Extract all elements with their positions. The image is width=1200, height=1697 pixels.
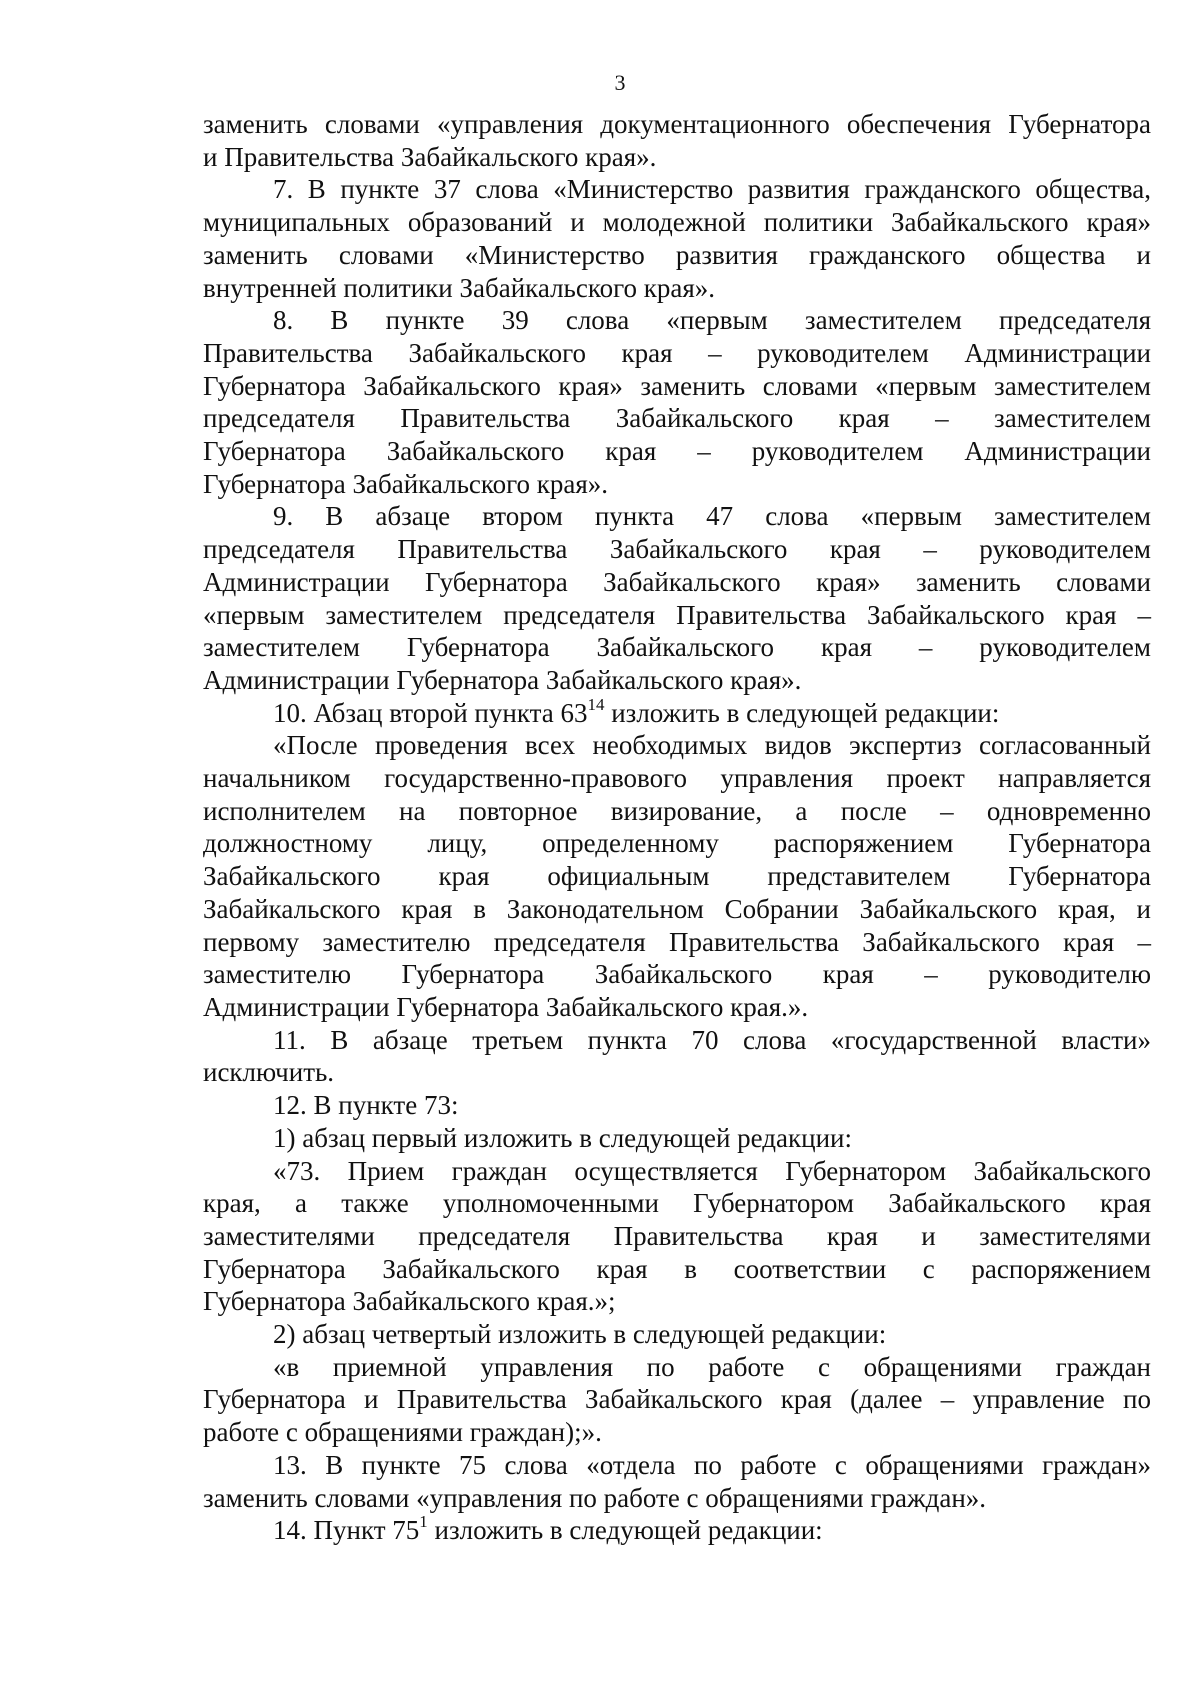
text-line: Губернатора Забайкальского края».	[203, 468, 609, 499]
text-line: Губернатора Забайкальского края в соответствии с распоряжением	[203, 1253, 1151, 1284]
text-line: 7. В пункте 37 слова «Министерство развития гражданского общества,	[273, 174, 1151, 205]
text-line: исполнителем на повторное визирование, а после – одновременно	[203, 795, 1151, 826]
text-fragment: изложить в следующей редакции:	[427, 1515, 823, 1546]
page-number: 3	[614, 70, 626, 95]
text-line: Губернатора Забайкальского края – руководителем Администрации	[203, 436, 1151, 467]
superscript: 14	[587, 694, 605, 714]
text-line: 9. В абзаце втором пункта 47 слова «первым заместителем	[273, 501, 1151, 532]
text-line: «После проведения всех необходимых видов экспертиз согласованный	[273, 730, 1151, 761]
text-line	[203, 1514, 1151, 1547]
text-line: «первым заместителем председателя Правительства Забайкальского края –	[203, 599, 1151, 630]
document-body	[203, 108, 1151, 1547]
paragraph-continuation	[203, 108, 1151, 173]
text-line: заместителем Губернатора Забайкальского края – руководителем	[203, 632, 1151, 663]
text-line: Администрации Губернатора Забайкальского края».	[203, 664, 802, 695]
text-line: заместителями председателя Правительства края и заместителями	[203, 1220, 1151, 1251]
text-line: заменить словами «Министерство развития гражданского общества и	[203, 239, 1151, 270]
text-line: края, а также уполномоченными Губернатором Забайкальского края	[203, 1188, 1151, 1219]
text-line: 12. В пункте 73:	[273, 1090, 459, 1121]
paragraph-quote-73	[203, 1155, 1151, 1319]
text-line: 2) абзац четвертый изложить в следующей редакции:	[273, 1319, 887, 1350]
text-line: Забайкальского края в Законодательном Собрании Забайкальского края, и	[203, 893, 1151, 924]
text-line: заместителю Губернатора Забайкальского края – руководителю	[203, 959, 1151, 990]
text-line: Губернатора Забайкальского края.»;	[203, 1286, 616, 1317]
text-line: 11. В абзаце третьем пункта 70 слова «государственной власти»	[273, 1024, 1151, 1055]
superscript: 1	[419, 1512, 428, 1532]
paragraph-subitem-1	[203, 1122, 1151, 1155]
text-line: начальником государственно-правового управления проект направляется	[203, 763, 1151, 794]
text-line: внутренней политики Забайкальского края».	[203, 272, 716, 303]
paragraph-item-9	[203, 500, 1151, 696]
text-fragment: изложить в следующей редакции:	[604, 697, 1000, 728]
text-fragment: 14. Пункт 75	[273, 1515, 420, 1546]
paragraph-quote-63	[203, 729, 1151, 1023]
paragraph-item-7	[203, 173, 1151, 304]
text-line: муниципальных образований и молодежной политики Забайкальского края»	[203, 207, 1151, 238]
text-line: Забайкальского края официальным представителем Губернатора	[203, 861, 1151, 892]
text-fragment: 10. Абзац второй пункта 63	[273, 697, 588, 728]
text-line: Губернатора и Правительства Забайкальского края (далее – управление по	[203, 1384, 1151, 1415]
text-line: работе с обращениями граждан);».	[203, 1417, 602, 1448]
text-line: первому заместителю председателя Правительства Забайкальского края –	[203, 926, 1151, 957]
text-line: заменить словами «управления документационного обеспечения Губернатора	[203, 109, 1151, 139]
text-line: заменить словами «управления по работе с обращениями граждан».	[203, 1482, 987, 1513]
paragraph-subitem-2	[203, 1318, 1151, 1351]
paragraph-item-13	[203, 1449, 1151, 1514]
text-line: Администрации Губернатора Забайкальского края.».	[203, 991, 809, 1022]
text-line: председателя Правительства Забайкальского края – руководителем	[203, 534, 1151, 565]
paragraph-item-12	[203, 1089, 1151, 1122]
text-line: «73. Прием граждан осуществляется Губернатором Забайкальского	[273, 1155, 1151, 1186]
text-line: должностному лицу, определенному распоряжением Губернатора	[203, 828, 1151, 859]
text-line: исключить.	[203, 1057, 335, 1088]
text-line: 13. В пункте 75 слова «отдела по работе с обращениями граждан»	[273, 1449, 1151, 1480]
paragraph-item-11	[203, 1024, 1151, 1089]
text-line: 1) абзац первый изложить в следующей редакции:	[273, 1122, 852, 1153]
paragraph-item-14	[203, 1514, 1151, 1547]
paragraph-quote-reception	[203, 1351, 1151, 1449]
text-line: 8. В пункте 39 слова «первым заместителем председателя	[273, 305, 1151, 336]
paragraph-item-8	[203, 304, 1151, 500]
text-line: Правительства Забайкальского края – руководителем Администрации	[203, 337, 1151, 368]
text-line: председателя Правительства Забайкальского края – заместителем	[203, 403, 1151, 434]
text-line: и Правительства Забайкальского края».	[203, 141, 657, 172]
text-line: Администрации Губернатора Забайкальского края» заменить словами	[203, 566, 1151, 597]
text-line: Губернатора Забайкальского края» заменить словами «первым заместителем	[203, 370, 1151, 401]
text-line: «в приемной управления по работе с обращениями граждан	[273, 1351, 1151, 1382]
paragraph-item-10	[203, 694, 1151, 730]
text-line	[203, 694, 1151, 730]
